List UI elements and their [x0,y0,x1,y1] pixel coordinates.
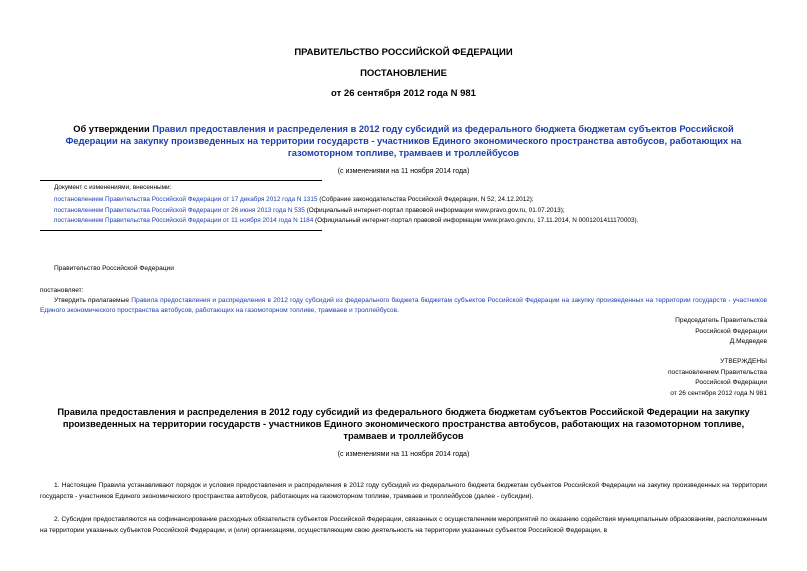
approval-line: постановлением Правительства [667,368,767,376]
amendment-item [54,196,534,203]
amendment-item [54,217,638,224]
title-prefix: Об утверждении [73,124,153,134]
government-line: Правительство Российской Федерации [54,265,174,272]
approval-line: УТВЕРЖДЕНЫ [720,358,767,365]
approve-prefix: Утвердить прилагаемые [54,297,132,304]
approval-line: Российской Федерации [695,379,767,386]
amendment-source: (Официальный интернет-портал правовой информации www.pravo.gov.ru, 01.07.2013); [304,207,565,214]
rules-paragraph-2: 2. Субсидии предоставляются на софинансирование расходных обязательств субъектов Российской Федерации, связанных с осуществлением мероприятий по оказанию содействия муниципальным образованиям, расположенным на территории указанных субъектов Российской Федерации, и (или) организациям, осуществляющим свою деятельность на территории указанных субъектов Российской Федерации, в [40,516,767,534]
document-type: ПОСТАНОВЛЕНИЕ [360,68,447,79]
amendments-top-divider [40,180,322,181]
amendments-bottom-divider [40,230,322,231]
approve-rules-link[interactable]: Правила предоставления и распределения в 2012 году субсидий из федерального бюджета бюджетам субъектов Российской Федерации на закупку произведенных на территории государств - участников Единого экономического пространства автобусов, работающих на газомоторном топливе, трамваев и троллейбусов [40,297,767,314]
amendment-source: (Собрание законодательства Российской Федерации, N 52, 24.12.2012); [317,196,534,203]
government-heading: ПРАВИТЕЛЬСТВО РОССИЙСКОЙ ФЕДЕРАЦИИ [294,47,513,58]
decides-line: постановляет: [40,287,84,294]
approve-suffix: . [397,307,399,314]
document-date-number: от 26 сентября 2012 года N 981 [331,88,476,99]
title-rules-link[interactable]: Правил предоставления и распределения в 2012 году субсидий из федерального бюджета бюджетам субъектов Российской Федерации на закупку произведенных на территории государств - участников Единого экономического пространства автобусов, работающих на газомоторном топливе, трамваев и троллейбусов [65,124,742,158]
rules-paragraph-1: 1. Настоящие Правила устанавливают порядок и условия предоставления и распределения в 2012 году субсидий из федерального бюджета бюджетам субъектов Российской Федерации на закупку произведенных на территории государств - участников Единого экономического пространства автобусов, работающих на газомоторном топливе, трамваев и троллейбусов (далее - субсидии). [40,482,767,500]
amendment-link[interactable]: постановлением Правительства Российской Федерации от 17 декабря 2012 года N 1315 [54,196,318,203]
signature-name: Д.Медведев [729,338,767,345]
approval-line: от 26 сентября 2012 года N 981 [670,389,767,397]
amendment-source: (Официальный интернет-портал правовой информации www.pravo.gov.ru, 17.11.2014, N 0001201411170003). [313,217,639,224]
rules-title: Правила предоставления и распределения в 2012 году субсидий из федерального бюджета бюджетам субъектов Российской Федерации на закупку произведенных на территории государств - участников Единого экономического пространства автобусов, работающих на газомоторном топливе, трамваев и троллейбусов [57,407,750,441]
approval-block [668,357,767,399]
document-title [50,123,757,159]
amendments-intro: Документ с изменениями, внесенными: [54,184,172,191]
amendment-link[interactable]: постановлением Правительства Российской Федерации от 26 июня 2013 года N 535 [54,207,305,214]
signature-position: Председатель Правительства [675,317,767,324]
title-changes-note: (с изменениями на 11 ноября 2014 года) [337,168,470,175]
amendment-link[interactable]: постановлением Правительства Российской Федерации от 11 ноября 2014 года N 1184 [54,217,314,224]
signature-block [675,316,767,348]
signature-org: Российской Федерации [695,327,767,335]
approve-paragraph [40,296,767,316]
rules-changes-note: (с изменениями на 11 ноября 2014 года) [337,451,470,458]
amendment-item [54,207,565,214]
